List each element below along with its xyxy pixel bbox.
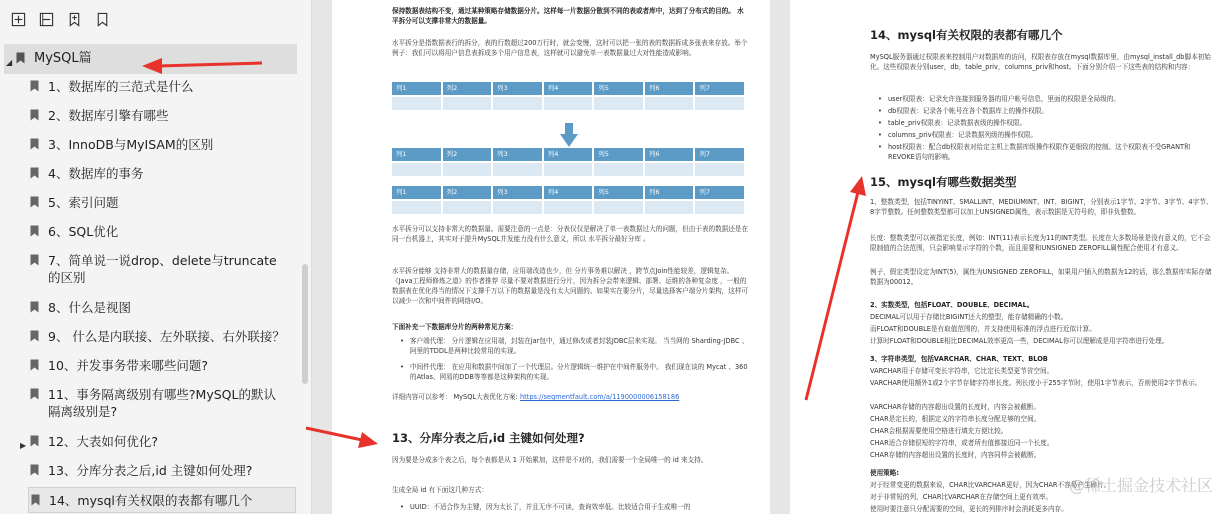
paragraph: 对于经常变更的数据来说，CHAR比VARCHAR更好，因为CHAR不容易产生碎片。 bbox=[870, 481, 1111, 489]
bullet-item: • UUID：不适合作为主键，因为太长了，并且无序不可读，查询效率低。比较适合用于生成唯一的 bbox=[410, 502, 750, 512]
bullet-item: • columns_priv权限表：记录数据列级的操作权限。 bbox=[888, 130, 1216, 140]
split-table-part-2: 列1 列2 列3 列4 列5 列6 列7 bbox=[392, 186, 744, 214]
paragraph: CHAR适合存储很短的字符串，或者所有值都接近同一个长度。 bbox=[870, 439, 1054, 447]
bookmark-icon[interactable] bbox=[94, 11, 110, 27]
reference-link[interactable]: https://segmentfault.com/a/1190000006158186 bbox=[519, 393, 680, 401]
paragraph: 3、字符串类型，包括VARCHAR、CHAR、TEXT、BLOB bbox=[870, 355, 1048, 363]
outline-label: 6、SQL优化 bbox=[48, 224, 119, 239]
outline-item-9[interactable] bbox=[0, 328, 300, 348]
bullet-item: • db权限表：记录各个帐号在各个数据库上的操作权限。 bbox=[888, 106, 1216, 116]
outline-label: 1、数据库的三范式是什么 bbox=[48, 79, 194, 94]
outline-item-2[interactable] bbox=[0, 107, 300, 127]
paragraph: 下面补充一下数据库分片的两种常见方案： bbox=[392, 323, 518, 331]
paragraph: 计算时FLOAT和DOUBLE相比DECIMAL效率更高一些，DECIMAL你可以理解成是用字符串进行处理。 bbox=[870, 337, 1169, 345]
outline-item-13[interactable] bbox=[0, 462, 300, 482]
outline-item-5[interactable] bbox=[0, 194, 300, 214]
bullet-item: • host权限表：配合db权限表对给定主机上数据库级操作权限作更细致的控制。这个权限表不受GRANT和REVOKE语句的影响。 bbox=[888, 142, 1216, 162]
bookmark-icon bbox=[30, 196, 39, 208]
watermark: @稀土掘金技术社区 bbox=[1068, 476, 1213, 495]
paragraph: 保持数据表结构不变，通过某种策略存储数据分片。这样每一片数据分散到不同的表或者库中，达到了分布式的目的。 水平拆分可以支撑非常大的数据量。 bbox=[392, 7, 744, 25]
outline-root-mysql[interactable] bbox=[4, 44, 297, 74]
bookmark-icon bbox=[30, 167, 39, 179]
collapse-all-icon[interactable] bbox=[38, 11, 54, 27]
outline-label: 4、数据库的事务 bbox=[48, 166, 144, 181]
outline-label: 10、并发事务带来哪些问题? bbox=[48, 358, 209, 373]
outline-label: 2、数据库引擎有哪些 bbox=[48, 108, 169, 123]
outline-item-11[interactable] bbox=[0, 386, 290, 422]
paragraph: 水平拆分可以支持非常大的数据量。需要注意的一点是：分表仅仅是解决了单一表数据过大的问题，但由于表的数据还是在同一台机器上，其实对于提升MySQL并发能力没有什么意义，所以 水平拆分最好分库 。 bbox=[392, 225, 749, 243]
document-page-left bbox=[332, 0, 770, 514]
bookmark-icon bbox=[30, 301, 39, 313]
section-heading-13: 13、分库分表之后,id 主键如何处理? bbox=[392, 431, 585, 445]
paragraph: 2、实数类型，包括FLOAT、DOUBLE、DECIMAL。 bbox=[870, 301, 1034, 309]
bookmark-icon bbox=[30, 435, 39, 447]
paragraph: CHAR是定长的，根据定义的字符串长度分配足够的空间。 bbox=[870, 415, 1041, 423]
paragraph: CHAR会根据需要使用空格进行填充方便比较。 bbox=[870, 427, 1008, 435]
outline-item-8[interactable] bbox=[0, 299, 300, 319]
bookmark-icon bbox=[30, 330, 39, 342]
outline-item-10[interactable] bbox=[0, 357, 300, 377]
paragraph: CHAR存储的内容超出设置的长度时，内容同样会被截断。 bbox=[870, 451, 1041, 459]
paragraph: VARCHAR存储的内容超出设置的长度时，内容会被截断。 bbox=[870, 403, 1040, 411]
outline-label: 14、mysql有关权限的表都有哪几个 bbox=[49, 493, 253, 508]
chevron-down-icon[interactable]: ◢ bbox=[6, 58, 13, 67]
outline-item-1[interactable] bbox=[0, 78, 300, 98]
bookmark-icon bbox=[30, 464, 39, 476]
outline-item-4[interactable] bbox=[0, 165, 300, 185]
outline-label: 3、InnoDB与MyISAM的区别 bbox=[48, 137, 214, 152]
outline-item-12[interactable] bbox=[0, 433, 300, 453]
outline-item-7[interactable] bbox=[0, 252, 290, 288]
bookmark-icon bbox=[30, 388, 39, 400]
sidebar-toolbar bbox=[0, 0, 311, 38]
chevron-right-icon[interactable]: ▶ bbox=[20, 441, 27, 450]
bookmark-icon bbox=[30, 225, 39, 237]
bookmark-icon bbox=[31, 494, 40, 506]
paragraph: 因为要是分成多个表之后，每个表都是从 1 开始累加，这样是不对的，我们需要一个全局唯一的 id 来支持。 bbox=[392, 456, 708, 464]
outline-label: 12、大表如何优化? bbox=[48, 434, 159, 449]
add-bookmark-icon[interactable] bbox=[66, 11, 82, 27]
outline-label: 13、分库分表之后,id 主键如何处理? bbox=[48, 463, 253, 478]
paragraph: VARCHAR使用额外1或2个字节存储字符串长度。列长度小于255字节时，使用1字节表示，否则使用2字节表示。 bbox=[870, 379, 1202, 387]
bullet-item: • table_priv权限表：记录数据表级的操作权限。 bbox=[888, 118, 1216, 128]
paragraph: 而FLOAT和DOUBLE是有取值范围的，并支持使用标准的浮点进行近似计算。 bbox=[870, 325, 1096, 333]
outline-item-6[interactable] bbox=[0, 223, 300, 243]
outline-label: 9、 什么是内联接、左外联接、右外联接？ bbox=[48, 329, 285, 344]
sidebar-scrollbar[interactable] bbox=[302, 264, 308, 384]
paragraph: 使用策略: bbox=[870, 469, 900, 477]
paragraph: DECIMAL可以用于存储比BIGINT还大的整型，能存储精确的小数。 bbox=[870, 313, 1068, 321]
paragraph: 水平拆分是指数据表行的拆分，表的行数超过200万行时，就会变慢，这时可以把一张的表的数据拆成多张表来存放。举个例子：我们可以将用户信息表拆成多个用户信息表，这样就可以避免单一表数据量过大对性能造成影响。 bbox=[392, 39, 748, 57]
bookmark-icon bbox=[30, 254, 39, 266]
bookmark-icon bbox=[30, 80, 39, 92]
paragraph: 生成全局 id 有下面这几种方式： bbox=[392, 486, 488, 494]
outline-label: 5、索引问题 bbox=[48, 195, 119, 210]
bookmark-icon bbox=[30, 138, 39, 150]
bullet-item: • 中间件代理： 在应用和数据中间加了一个代理层。分片逻辑统一维护在中间件服务中。 我们现在谈的 Mycat 、360的Atlas、网易的DDB等等都是这种架构的实现。 bbox=[410, 362, 750, 382]
section-heading-14: 14、mysql有关权限的表都有哪几个 bbox=[870, 28, 1063, 42]
outline-label: 8、什么是视图 bbox=[48, 300, 131, 315]
bullet-item: • user权限表：记录允许连接到服务器的用户帐号信息，里面的权限是全局级的。 bbox=[888, 94, 1216, 104]
paragraph: 1、整数类型，包括TINYINT、SMALLINT、MEDIUMINT、INT、BIGINT，分别表示1字节、2字节、3字节、4字节、8字节整数。任何整数类型都可以加上UNSIGNED属性，表示数据是无符号的，即非负整数。 bbox=[870, 198, 1213, 216]
bookmark-icon bbox=[16, 52, 25, 64]
outline-label: 7、简单说一说drop、delete与truncate的区别 bbox=[48, 253, 277, 285]
outline-item-3[interactable] bbox=[0, 136, 300, 156]
bookmark-icon bbox=[30, 109, 39, 121]
paragraph: VARCHAR用于存储可变长字符串，它比定长类型更节省空间。 bbox=[870, 367, 1054, 375]
bookmarks-sidebar bbox=[0, 0, 312, 514]
paragraph: 使用时要注意只分配需要的空间，更长的列排序时会消耗更多内存。 bbox=[870, 505, 1068, 513]
outline-label: 11、事务隔离级别有哪些?MySQL的默认隔离级别是? bbox=[48, 387, 276, 419]
paragraph: 长度：整数类型可以被指定长度，例如：INT(11)表示长度为11的INT类型。长度在大多数场景是没有意义的，它不会限制值的合法范围，只会影响显示字符的个数，而且需要和UNSIGNED ZEROFILL属性配合使用才有意义。 bbox=[870, 234, 1211, 252]
split-table-original: 列1 列2 列3 列4 列5 列6 列7 bbox=[392, 82, 744, 110]
outline-label: MySQL篇 bbox=[34, 51, 92, 66]
outline-tree bbox=[0, 44, 312, 508]
outline-item-14[interactable] bbox=[28, 487, 296, 513]
expand-all-icon[interactable] bbox=[10, 11, 26, 27]
bullet-item: • 客户端代理： 分片逻辑在应用端，封装在jar包中，通过修改或者封装JDBC层来实现。 当当网的 Sharding-JDBC 、阿里的TDDL是两种比较常用的实现。 bbox=[410, 336, 750, 356]
paragraph: 对于非常短的列，CHAR比VARCHAR在存储空间上更有效率。 bbox=[870, 493, 1053, 501]
split-table-part-1: 列1 列2 列3 列4 列5 列6 列7 bbox=[392, 148, 744, 176]
paragraph: 水平拆分能够 支持非常大的数据量存储，应用端改造也少，但 分片事务难以解决 ，跨节点Join性能较差，逻辑复杂。《Java工程师修炼之道》的作者推荐 尽量不要对数据进行分片，因为拆分会带来逻辑、部署、运维的各种复杂度 ，一般的数据表在优化得当的情况下支撑千万以下的数据量是没有太大问题的。如果实在要分片，尽量选择客户端分片架构，这样可以减少一次和中间件的网络I/O。 bbox=[392, 267, 749, 305]
paragraph: 详细内容可以参考： MySQL大表优化方案: https://segmentfault.com/a/1190000006158186 bbox=[392, 393, 680, 401]
section-heading-15: 15、mysql有哪些数据类型 bbox=[870, 175, 1017, 189]
arrow-down-icon bbox=[560, 123, 578, 147]
paragraph: MySQL服务器通过权限表来控制用户对数据库的访问，权限表存放在mysql数据库里，由mysql_install_db脚本初始化。这些权限表分别user，db，table_priv，columns_priv和host。下面分别介绍一下这些表的结构和内容： bbox=[870, 53, 1211, 71]
document-page-right bbox=[790, 0, 1229, 514]
paragraph: 例子，假定类型设定为INT(5)，属性为UNSIGNED ZEROFILL，如果用户插入的数据为12的话，那么数据库实际存储数据为00012。 bbox=[870, 268, 1212, 286]
bookmark-icon bbox=[30, 359, 39, 371]
